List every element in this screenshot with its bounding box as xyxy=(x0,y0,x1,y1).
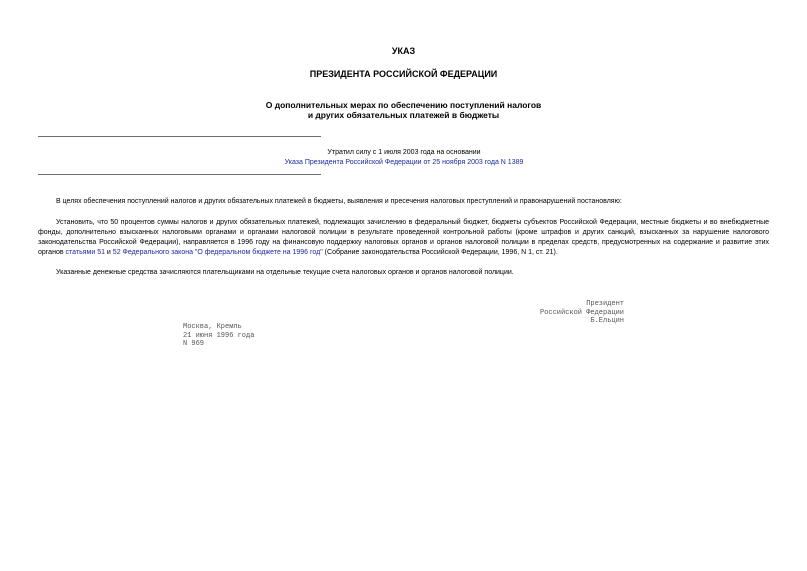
doc-type-title: УКАЗ xyxy=(391,46,416,56)
date: 21 июня 1996 года xyxy=(183,331,255,340)
issuer-title: ПРЕЗИДЕНТА РОССИЙСКОЙ ФЕДЕРАЦИИ xyxy=(309,69,498,79)
place: Москва, Кремль xyxy=(183,323,242,331)
signature-block xyxy=(540,300,624,326)
paragraph-preamble: В целях обеспечения поступлений налогов и других обязательных платежей в бюджеты, выявления и пресечения налоговых преступлений и правонарушений постановляю: xyxy=(56,198,622,205)
signature-country: Российской Федерации xyxy=(539,308,624,317)
subject-title-line2: и других обязательных платежей в бюджеты xyxy=(307,110,500,120)
divider-bottom xyxy=(38,174,321,175)
signature-name: Б.Ельцин xyxy=(590,317,624,325)
divider-top xyxy=(38,136,321,137)
repeal-decree-link[interactable]: Указа Президента Российской Федерации от 25 ноября 2003 года N 1389 xyxy=(284,159,524,166)
decree-number: N 969 xyxy=(183,340,205,348)
paragraph-accounts: Указанные денежные средства зачисляются плательщиками на отдельные текущие счета налоговых органов и органов налоговой полиции. xyxy=(56,269,514,276)
paragraph-main xyxy=(38,218,769,258)
budget-law-link[interactable]: 52 Федерального закона "О федеральном бюджете на 1996 год" xyxy=(112,249,323,256)
place-date-block xyxy=(183,323,254,349)
status-note-link-row xyxy=(38,158,770,168)
signature-position: Президент xyxy=(586,300,624,308)
status-note: Утратил силу с 1 июля 2003 года на основании xyxy=(327,149,481,156)
paragraph-main-text: Установить, что 50 процентов суммы налогов и других обязательных платежей, подлежащих зачислению в федеральный бюджет, бюджеты субъектов Российской Федерации, местные бюджеты и во внебюджетные фонды, дополнительно взысканных налоговыми органами и органами налоговой полиции в результате проведенной контрольной работы (кроме штрафов и других санкций, взысканных за нарушение налогового законодательства Российской Федерации), направляется в 1996 году на финансовую поддержку налоговых органов и органов налоговой полиции в пределах средств, предусмотренных на содержание и развитие этих органов xyxy=(38,219,769,256)
paragraph-main-conjunction: и xyxy=(104,249,113,256)
paragraph-main-tail: (Собрание законодательства Российской Федерации, 1996, N 1, ст. 21). xyxy=(322,249,558,256)
subject-title-line1: О дополнительных мерах по обеспечению поступлений налогов xyxy=(265,100,542,110)
articles-51-link[interactable]: статьями 51 xyxy=(65,249,105,256)
